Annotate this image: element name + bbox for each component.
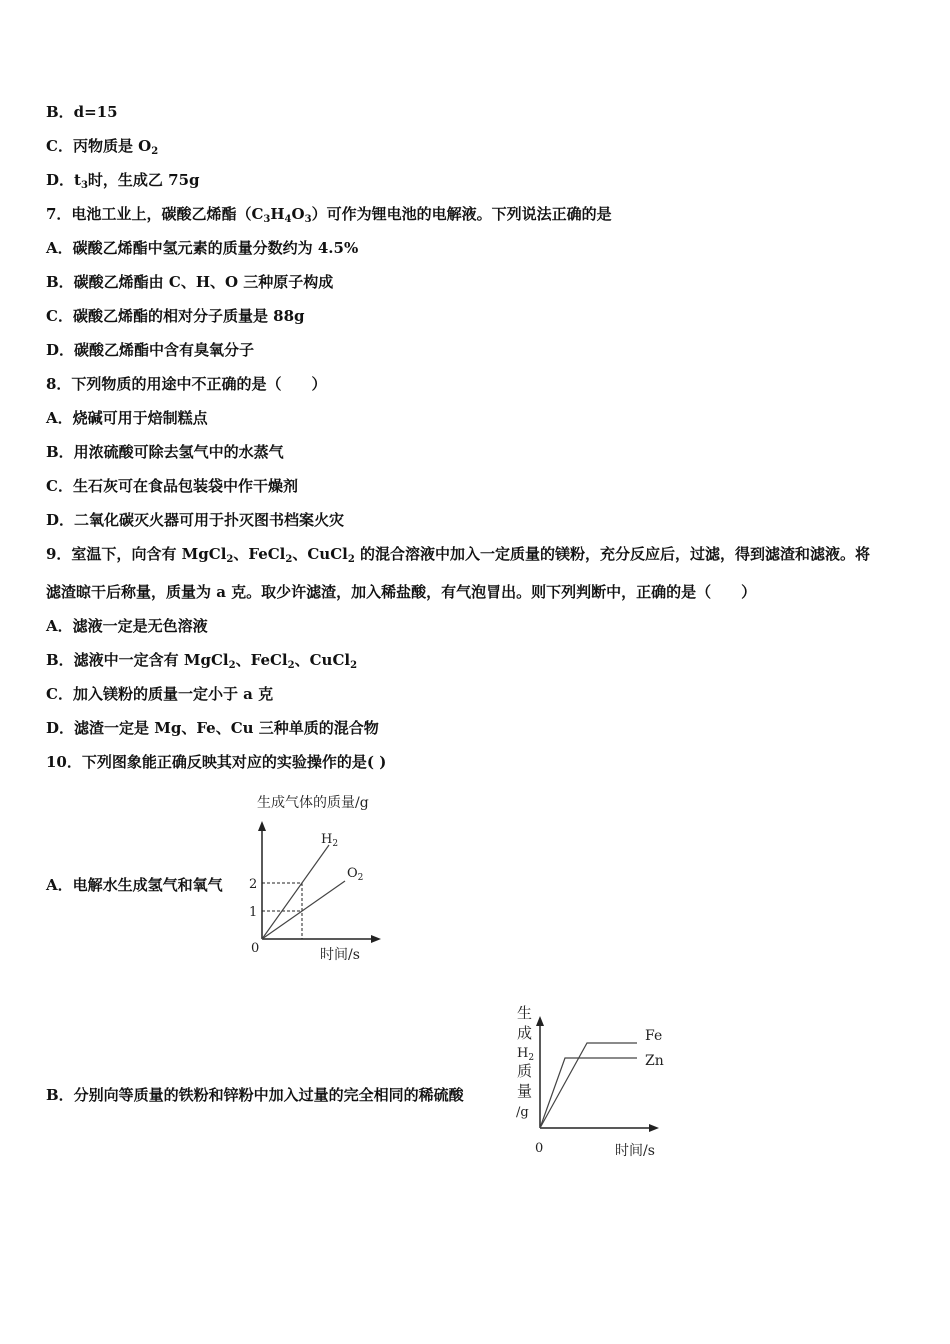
series-zn-label: Zn: [645, 1053, 664, 1069]
question-9: 9．室温下，向含有 MgCl$_2$、FeCl$_2$、CuCl$_2$ 的混合溶液中加入一定质量的镁粉，充分反应后，过滤，得到滤渣和滤液。将: [46, 545, 871, 565]
series-o2-label: $O_2$: [347, 866, 364, 883]
q7-option-a: A．碳酸乙烯酯中氢元素的质量分数约为 4.5%: [46, 239, 359, 257]
chart-b-x-arrow: [649, 1124, 659, 1132]
series-h2-line: [262, 845, 329, 939]
q7-option-d: D．碳酸乙烯酯中含有臭氧分子: [46, 341, 255, 359]
chart-b-origin: 0: [535, 1141, 544, 1156]
chart-b-ylabel-4: 质: [517, 1062, 533, 1080]
chart-a-xlabel: 时间/s: [320, 947, 360, 963]
q8-option-b: B．用浓硫酸可除去氢气中的水蒸气: [46, 443, 284, 461]
chart-a-x-arrow: [371, 935, 381, 943]
q9-option-d: D．滤渣一定是 Mg、Fe、Cu 三种单质的混合物: [46, 719, 379, 737]
question-10: 10．下列图象能正确反映其对应的实验操作的是( ): [46, 753, 387, 771]
series-fe-label: Fe: [645, 1028, 663, 1044]
q9-option-b: B．滤液中一定含有 MgCl$_2$、FeCl$_2$、CuCl$_2$: [46, 651, 358, 671]
chart-b-xlabel: 时间/s: [615, 1143, 655, 1159]
q9-option-c: C．加入镁粉的质量一定小于 a 克: [46, 685, 274, 703]
y-tick-2: 2: [249, 877, 258, 892]
chart-a-title: 生成气体的质量/g: [257, 795, 369, 811]
series-h2-label: $H_2$: [321, 832, 339, 849]
q6-option-c: C．丙物质是 $O_2$: [46, 137, 159, 157]
question-9-cont: 滤渣晾干后称量，质量为 a 克。取少许滤渣，加入稀盐酸，有气泡冒出。则下列判断中，正确的是（ ）: [46, 583, 757, 601]
chart-metal-acid: [505, 998, 680, 1163]
chart-b-y-arrow: [536, 1016, 544, 1026]
q8-option-d: D．二氧化碳灭火器可用于扑灭图书档案火灾: [46, 511, 345, 529]
q7-option-c: C．碳酸乙烯酯的相对分子质量是 88g: [46, 307, 305, 325]
chart-b-ylabel-3: $H_2$: [517, 1046, 535, 1063]
question-7: 7．电池工业上，碳酸乙烯酯$(C_3H_4O_3)$可作为锂电池的电解液。下列说法正确的是: [46, 205, 612, 225]
question-8: 8．下列物质的用途中不正确的是（ ）: [46, 375, 327, 393]
chart-b-ylabel-2: 成: [517, 1024, 533, 1042]
series-zn-line: [540, 1058, 637, 1128]
origin-label: 0: [251, 941, 260, 956]
series-o2-line: [262, 881, 345, 939]
q6-option-b: B．d=15: [46, 103, 118, 121]
q8-option-a: A．烧碱可用于焙制糕点: [46, 409, 208, 427]
q9-option-a: A．滤液一定是无色溶液: [46, 617, 208, 635]
chart-b-ylabel-5: 量: [517, 1082, 533, 1100]
y-tick-1: 1: [249, 905, 258, 920]
q7-option-b: B．碳酸乙烯酯由 C、H、O 三种原子构成: [46, 273, 334, 291]
chart-a-y-arrow: [258, 821, 266, 831]
chart-electrolysis: [235, 785, 405, 970]
chart-b-ylabel-1: 生: [517, 1004, 533, 1022]
chart-b-ylabel-6: /g: [516, 1105, 529, 1120]
q10-option-b: B．分别向等质量的铁粉和锌粉中加入过量的完全相同的稀硫酸: [46, 1086, 464, 1104]
q10-option-a: A．电解水生成氢气和氧气: [46, 876, 223, 894]
q8-option-c: C．生石灰可在食品包装袋中作干燥剂: [46, 477, 298, 495]
q6-option-d: D．$t_3$时，生成乙 75g: [46, 171, 200, 191]
